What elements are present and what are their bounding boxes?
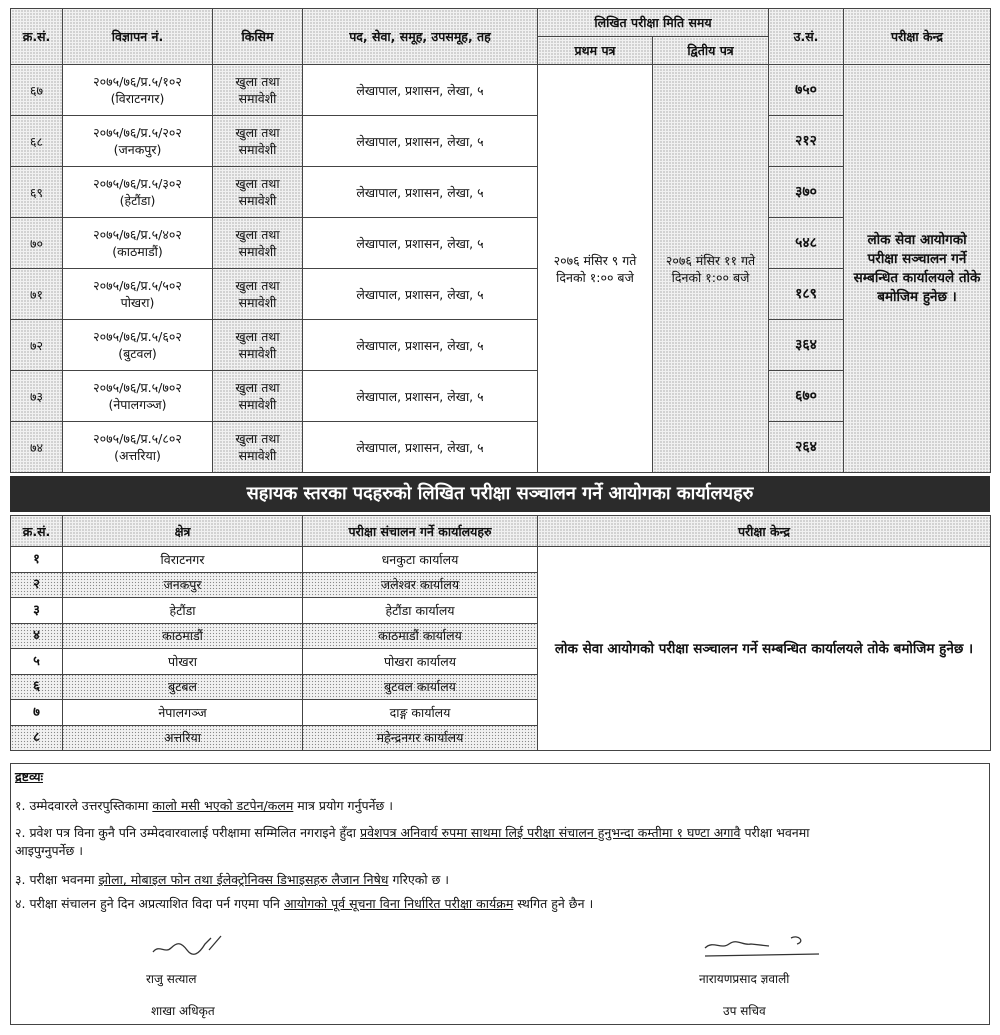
type-line2: समावेशी — [238, 142, 277, 157]
adv-region: (विराटनगर) — [110, 91, 165, 106]
row-office: बुटवल कार्यालय — [303, 674, 538, 700]
row-type — [213, 167, 303, 218]
table-row — [11, 547, 991, 573]
exam-centre-note: लोक सेवा आयोगको परीक्षा सञ्चालन गर्ने सम्बन्धित कार्यालयले तोके बमोजिम हुनेछ । — [844, 65, 991, 473]
row-post: लेखापाल, प्रशासन, लेखा, ५ — [303, 218, 538, 269]
exam-offices-table — [10, 515, 991, 751]
type-line2: समावेशी — [238, 448, 277, 463]
row-sn: ५ — [11, 649, 63, 675]
row-sn: ६९ — [11, 167, 63, 218]
row-candidates: ३६४ — [769, 320, 844, 371]
row-post: लेखापाल, प्रशासन, लेखा, ५ — [303, 65, 538, 116]
row-sn: २ — [11, 572, 63, 598]
exam-schedule-table — [10, 8, 991, 473]
row-office: पोखरा कार्यालय — [303, 649, 538, 675]
row-post: लेखापाल, प्रशासन, लेखा, ५ — [303, 269, 538, 320]
type-line1: खुला तथा — [235, 227, 280, 242]
adv-no: २०७५/७६/प्र.५/७०२ — [93, 380, 182, 395]
row-sn: ७४ — [11, 422, 63, 473]
header-office: परीक्षा संचालन गर्ने कार्यालयहरु — [303, 516, 538, 547]
note-text: ३. परीक्षा भवनमा — [15, 872, 99, 887]
table-row — [11, 65, 991, 116]
row-candidates: २६४ — [769, 422, 844, 473]
row-adv-no — [63, 65, 213, 116]
row-adv-no — [63, 269, 213, 320]
row-adv-no — [63, 371, 213, 422]
paper2-date: २०७६ मंसिर ११ गते दिनको १:०० बजे — [653, 65, 769, 473]
right-signature-icon — [699, 930, 829, 964]
type-line1: खुला तथा — [235, 278, 280, 293]
row-candidates: ७५० — [769, 65, 844, 116]
adv-no: २०७५/७६/प्र.५/५०२ — [93, 278, 182, 293]
type-line1: खुला तथा — [235, 125, 280, 140]
header-region: क्षेत्र — [63, 516, 303, 547]
row-region: पोखरा — [63, 649, 303, 675]
type-line1: खुला तथा — [235, 329, 280, 344]
note-text: गरिएको छ । — [388, 872, 450, 887]
header-sn: क्र.सं. — [11, 516, 63, 547]
row-adv-no — [63, 320, 213, 371]
header-adv-no: विज्ञापन नं. — [63, 9, 213, 65]
paper1-date: २०७६ मंसिर ९ गते दिनको १:०० बजे — [538, 65, 653, 473]
type-line1: खुला तथा — [235, 74, 280, 89]
table-header-row — [11, 516, 991, 547]
row-adv-no — [63, 422, 213, 473]
table-header-row — [11, 9, 991, 37]
note-text: मात्र प्रयोग गर्नुपर्नेछ । — [293, 798, 393, 813]
adv-no: २०७५/७६/प्र.५/८०२ — [93, 431, 182, 446]
row-region: नेपालगञ्ज — [63, 700, 303, 726]
adv-region: (बुटवल) — [118, 346, 157, 361]
adv-no: २०७५/७६/प्र.५/२०२ — [93, 125, 182, 140]
section-banner: सहायक स्तरका पदहरुको लिखित परीक्षा सञ्चालन गर्ने आयोगका कार्यालयहरु — [10, 476, 990, 512]
row-adv-no — [63, 167, 213, 218]
row-type — [213, 371, 303, 422]
header-sn: क्र.सं. — [11, 9, 63, 65]
row-type — [213, 116, 303, 167]
row-sn: ७२ — [11, 320, 63, 371]
note-3 — [15, 871, 449, 889]
header-candidates: उ.सं. — [769, 9, 844, 65]
row-type — [213, 320, 303, 371]
row-region: हेटौंडा — [63, 598, 303, 624]
table-row — [11, 167, 991, 218]
row-sn: ६८ — [11, 116, 63, 167]
left-signatory-title: शाखा अधिकृत — [151, 1004, 215, 1018]
adv-region: (हेटौंडा) — [119, 193, 156, 208]
row-adv-no — [63, 116, 213, 167]
row-region: बुटबल — [63, 674, 303, 700]
type-line2: समावेशी — [238, 91, 277, 106]
row-sn: १ — [11, 547, 63, 573]
note-text: २. प्रवेश पत्र विना कुनै पनि उम्मेदवारवालाई परीक्षामा सम्मिलित नगराइने हुँदा — [15, 825, 360, 840]
note-4 — [15, 895, 593, 913]
adv-region: (नेपालगञ्ज) — [108, 397, 167, 412]
row-office: दाङ्ग कार्यालय — [303, 700, 538, 726]
row-post: लेखापाल, प्रशासन, लेखा, ५ — [303, 320, 538, 371]
row-sn: ७ — [11, 700, 63, 726]
adv-no: २०७५/७६/प्र.५/१०२ — [93, 74, 182, 89]
type-line2: समावेशी — [238, 244, 277, 259]
table-row — [11, 218, 991, 269]
row-type — [213, 65, 303, 116]
table-row — [11, 422, 991, 473]
row-candidates: ५४८ — [769, 218, 844, 269]
row-office: धनकुटा कार्यालय — [303, 547, 538, 573]
header-post: पद, सेवा, समूह, उपसमूह, तह — [303, 9, 538, 65]
row-region: अत्तरिया — [63, 725, 303, 751]
type-line2: समावेशी — [238, 397, 277, 412]
type-line1: खुला तथा — [235, 380, 280, 395]
right-signatory-name: नारायणप्रसाद ज्ञवाली — [699, 972, 790, 986]
right-signatory-title: उप सचिव — [723, 1004, 766, 1018]
type-line2: समावेशी — [238, 193, 277, 208]
row-sn: ७१ — [11, 269, 63, 320]
row-candidates: १८९ — [769, 269, 844, 320]
header-paper1: प्रथम पत्र — [538, 37, 653, 65]
row-candidates: ६७० — [769, 371, 844, 422]
type-line1: खुला तथा — [235, 176, 280, 191]
notes-section — [10, 763, 990, 1025]
header-paper2: द्वितीय पत्र — [653, 37, 769, 65]
left-signatory-name: राजु सत्याल — [146, 972, 197, 986]
adv-region: पोखरा) — [120, 295, 155, 310]
row-sn: ७३ — [11, 371, 63, 422]
row-office: जलेश्वर कार्यालय — [303, 572, 538, 598]
row-office: काठमाडौं कार्यालय — [303, 623, 538, 649]
row-post: लेखापाल, प्रशासन, लेखा, ५ — [303, 422, 538, 473]
row-post: लेखापाल, प्रशासन, लेखा, ५ — [303, 116, 538, 167]
adv-no: २०७५/७६/प्र.५/३०२ — [93, 176, 182, 191]
note-2-continued: आइपुग्नुपर्नेछ । — [15, 843, 83, 858]
row-region: काठमाडौं — [63, 623, 303, 649]
notes-title: द्रष्टव्यः — [15, 769, 43, 784]
header-centre: परीक्षा केन्द्र — [844, 9, 991, 65]
adv-no: २०७५/७६/प्र.५/६०२ — [93, 329, 182, 344]
table-row — [11, 116, 991, 167]
row-sn: ७० — [11, 218, 63, 269]
row-sn: ४ — [11, 623, 63, 649]
note-2 — [15, 824, 809, 842]
note-text: स्थगित हुने छैन । — [513, 896, 594, 911]
row-candidates: २१२ — [769, 116, 844, 167]
row-type — [213, 269, 303, 320]
left-signature-icon — [149, 930, 229, 960]
type-line2: समावेशी — [238, 346, 277, 361]
exam-centre-note: लोक सेवा आयोगको परीक्षा सञ्चालन गर्ने सम्बन्धित कार्यालयले तोके बमोजिम हुनेछ । — [538, 547, 991, 751]
table-row — [11, 269, 991, 320]
row-region: जनकपुर — [63, 572, 303, 598]
type-line1: खुला तथा — [235, 431, 280, 446]
note-text: १. उम्मेदवारले उत्तरपुस्तिकामा — [15, 798, 153, 813]
note-text: परीक्षा भवनमा — [740, 825, 810, 840]
row-type — [213, 218, 303, 269]
table-row — [11, 371, 991, 422]
header-exam-date-group: लिखित परीक्षा मिति समय — [538, 9, 769, 37]
header-centre: परीक्षा केन्द्र — [538, 516, 991, 547]
note-underlined: झोला, मोबाइल फोन तथा ईलेक्ट्रोनिक्स डिभाइसहरु लैजान निषेध — [98, 872, 389, 887]
note-1 — [15, 797, 393, 815]
row-post: लेखापाल, प्रशासन, लेखा, ५ — [303, 371, 538, 422]
note-underlined: प्रवेशपत्र अनिवार्य रुपमा साथमा लिई परीक्षा संचालन हुनुभन्दा कम्तीमा १ घण्टा अगावै — [359, 825, 741, 840]
row-sn: ८ — [11, 725, 63, 751]
note-underlined: कालो मसी भएको डटपेन/कलम — [152, 798, 294, 813]
adv-region: (काठमाडौं) — [112, 244, 163, 259]
row-sn: ६ — [11, 674, 63, 700]
row-office: हेटौंडा कार्यालय — [303, 598, 538, 624]
table-row — [11, 320, 991, 371]
adv-no: २०७५/७६/प्र.५/४०२ — [93, 227, 182, 242]
row-adv-no — [63, 218, 213, 269]
adv-region: (जनकपुर) — [113, 142, 162, 157]
row-region: विराटनगर — [63, 547, 303, 573]
row-post: लेखापाल, प्रशासन, लेखा, ५ — [303, 167, 538, 218]
type-line2: समावेशी — [238, 295, 277, 310]
row-office: महेन्द्रनगर कार्यालय — [303, 725, 538, 751]
header-type: किसिम — [213, 9, 303, 65]
adv-region: (अत्तरिया) — [114, 448, 161, 463]
row-type — [213, 422, 303, 473]
note-text: ४. परीक्षा संचालन हुने दिन अप्रत्याशित विदा पर्न गएमा पनि — [15, 896, 284, 911]
note-underlined: आयोगको पूर्व सूचना विना निर्धारित परीक्षा कार्यक्रम — [283, 896, 514, 911]
row-sn: ६७ — [11, 65, 63, 116]
row-sn: ३ — [11, 598, 63, 624]
row-candidates: ३७० — [769, 167, 844, 218]
